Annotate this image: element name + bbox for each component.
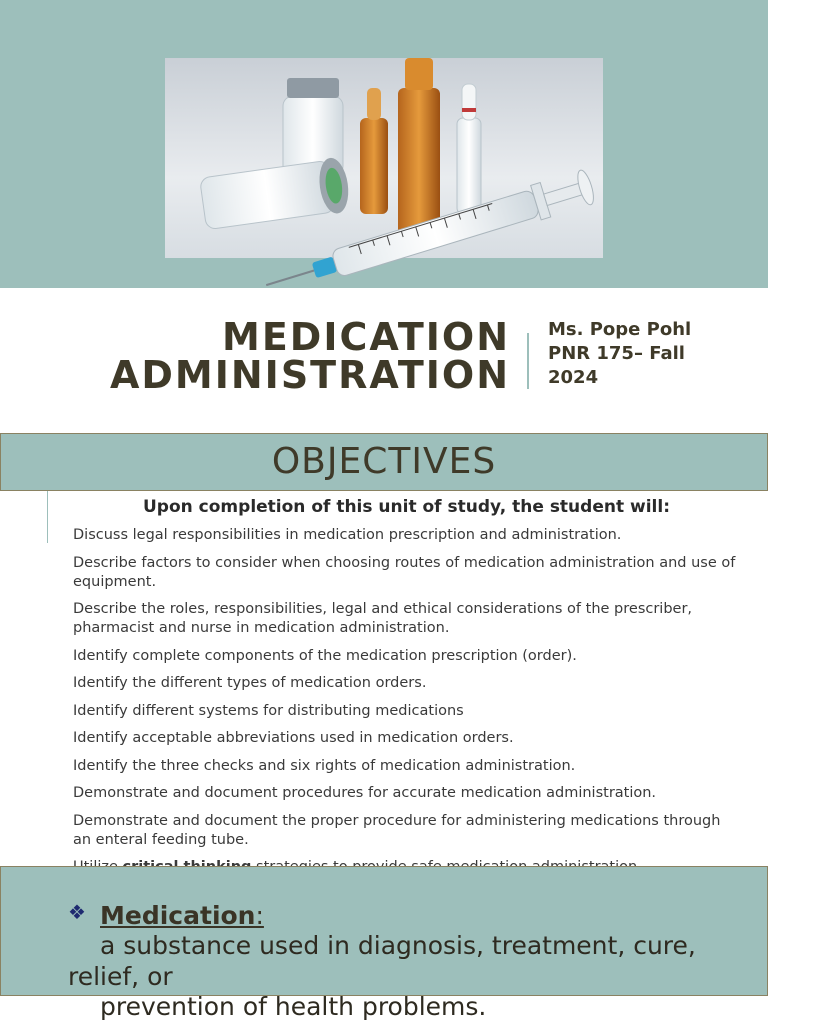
objective-item: Discuss legal responsibilities in medication prescription and administration. — [73, 527, 622, 543]
objectives-heading: OBJECTIVES — [271, 441, 497, 482]
definition-text — [68, 931, 738, 1023]
diamond-bullet-icon: ❖ — [68, 900, 86, 924]
objective-item: Identify the different types of medication orders. — [73, 675, 427, 691]
objectives-list — [73, 526, 743, 866]
objective-item: Demonstrate and document procedures for accurate medication administration. — [73, 785, 657, 801]
title-line-1: MEDICATION — [222, 315, 510, 359]
definition-line-2: relief, or — [68, 961, 173, 991]
term-text: Medication — [100, 901, 256, 930]
title-line-2: ADMINISTRATION — [109, 353, 510, 397]
course-year: 2024 — [548, 367, 599, 388]
objective-item: Describe factors to consider when choosing routes of medication administration and use of equipment. — [73, 554, 736, 590]
course-name: PNR 175– Fall — [548, 343, 685, 364]
presenter-name: Ms. Pope Pohl — [548, 319, 692, 340]
objective-item: Demonstrate and document the proper procedure for administering medications through an enteral feeding tube. — [73, 812, 721, 848]
definition-term — [100, 900, 264, 932]
objective-item: Identify the three checks and six rights of medication administration. — [73, 757, 576, 774]
objective-item: Identify complete components of the medication prescription (order). — [73, 647, 577, 664]
objective-item: Describe the roles, responsibilities, legal and ethical considerations of the prescriber, pharmacist and nurse in medication administration. — [73, 601, 693, 636]
presentation-title — [109, 315, 510, 397]
title-divider — [527, 333, 529, 389]
objectives-intro: Upon completion of this unit of study, the student will: — [143, 497, 670, 517]
medication-vials-syringe-photo — [165, 58, 603, 258]
term-colon: : — [255, 901, 264, 930]
definition-line-3: prevention of health problems. — [100, 992, 487, 1021]
definition-line-1: a substance used in diagnosis, treatment, cure, — [100, 931, 696, 960]
objective-item: Identify acceptable abbreviations used in medication orders. — [73, 730, 514, 746]
objective-item: Identify different systems for distributing medications — [73, 702, 464, 719]
presentation-subtitle — [548, 318, 748, 390]
